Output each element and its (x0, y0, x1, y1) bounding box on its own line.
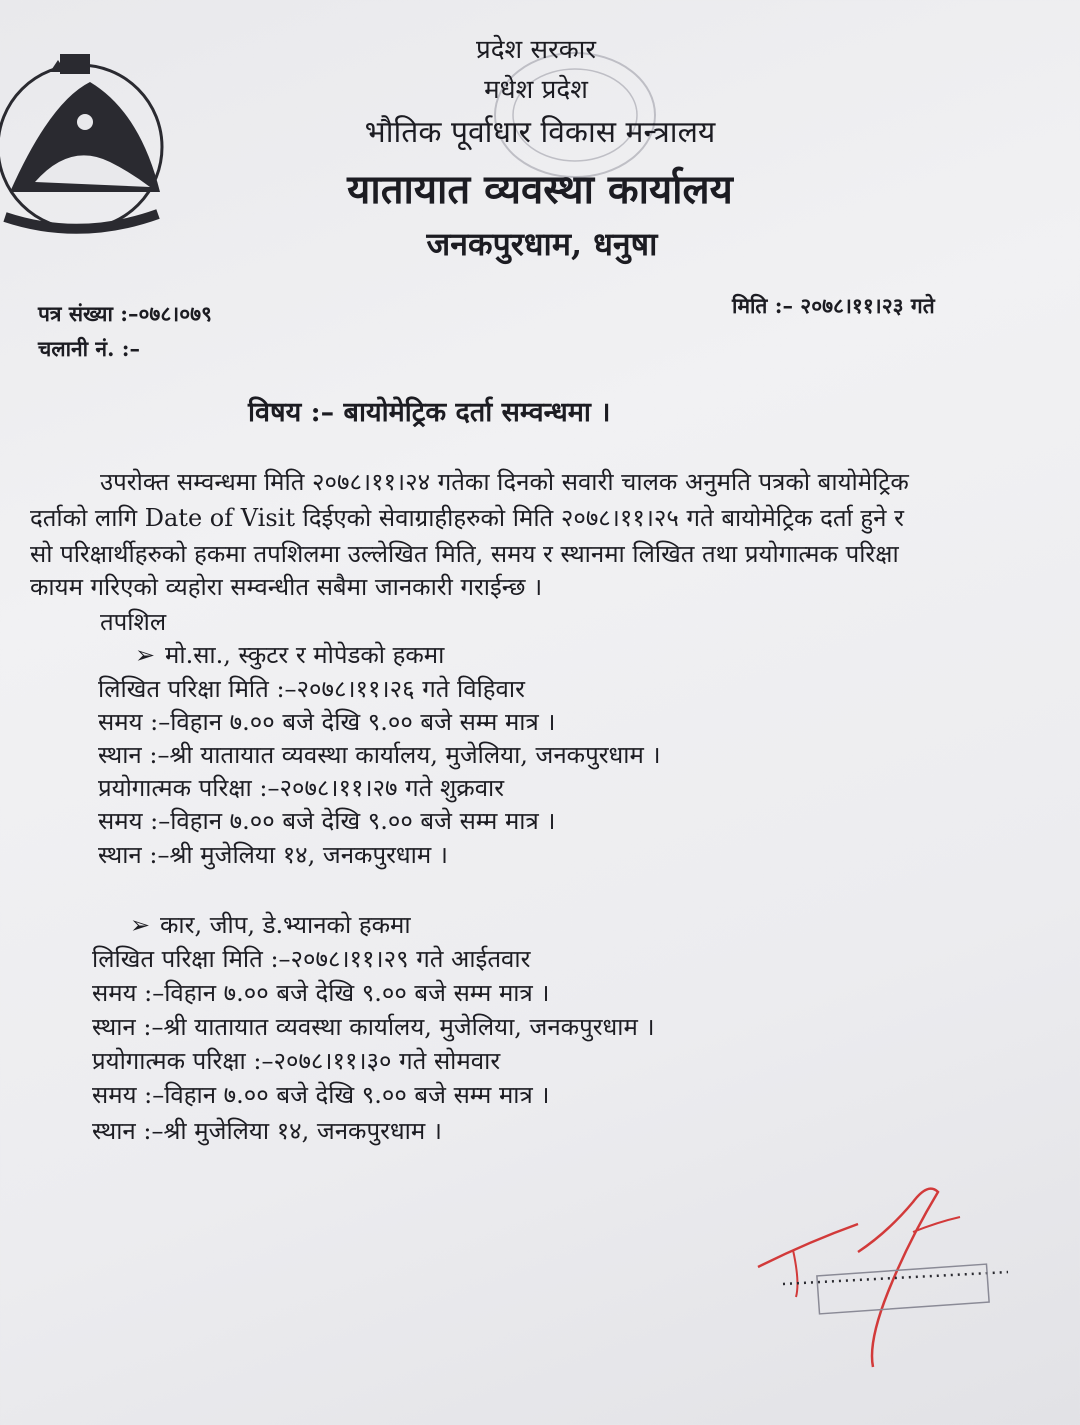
section-2-line-4: प्रयोगात्मक परिक्षा :–२०७८।११।३० गते सोमवार (92, 1047, 501, 1075)
section-1-line-6: स्थान :–श्री मुजेलिया १४, जनकपुरधाम । (98, 841, 448, 869)
header-line-2: मधेश प्रदेश (484, 75, 588, 105)
body-line-2: दर्ताको लागि Date of Visit दिईएको सेवाग्राहीहरुको मिति २०७८।११।२५ गते बायोमेट्रिक दर्ता हुने र (30, 504, 904, 532)
arrow-bullet-icon: ➢ (135, 641, 156, 669)
office-name: यातायात व्यवस्था कार्यालय (347, 166, 733, 213)
body-line-3: सो परिक्षार्थीहरुको हकमा तपशिलमा उल्लेखित मिति, समय र स्थानमा लिखित तथा प्रयोगात्मक परिक्षा (30, 540, 899, 568)
header-line-1: प्रदेश सरकार (475, 35, 597, 65)
section-1-line-3: स्थान :–श्री यातायात व्यवस्था कार्यालय, मुजेलिया, जनकपुरधाम । (98, 741, 661, 769)
section-1-line-2: समय :–विहान ७.०० बजे देखि ९.०० बजे सम्म मात्र । (98, 708, 556, 736)
section-1-line-5: समय :–विहान ७.०० बजे देखि ९.०० बजे सम्म मात्र । (98, 807, 556, 835)
section-1-heading (135, 638, 444, 671)
section-2-line-6: स्थान :–श्री मुजेलिया १४, जनकपुरधाम । (92, 1117, 442, 1145)
arrow-bullet-icon: ➢ (130, 911, 151, 939)
dispatch-number: चलानी नं. :– (38, 336, 140, 361)
signature-icon (738, 1172, 1018, 1392)
section-2-line-1: लिखित परिक्षा मिति :–२०७८।११।२९ गते आईतवार (92, 945, 531, 973)
letter-number: पत्र संख्या :–०७८।०७९ (38, 301, 212, 326)
letter-date: मिति :– २०७८।११।२३ गते (732, 293, 935, 318)
tapashil-label: तपशिल (100, 608, 167, 636)
office-location: जनकपुरधाम, धनुषा (426, 225, 658, 263)
body-line-4: कायम गरिएको व्यहोरा सम्वन्धीत सबैमा जानकारी गराईन्छ । (30, 573, 543, 601)
ministry-name: भौतिक पूर्वाधार विकास मन्त्रालय (364, 115, 716, 150)
section-2-heading-text: कार, जीप, डे.भ्यानको हकमा (160, 911, 411, 939)
section-1-line-1: लिखित परिक्षा मिति :–२०७८।११।२६ गते विहिवार (98, 675, 525, 703)
section-1-line-4: प्रयोगात्मक परिक्षा :–२०७८।११।२७ गते शुक्रवार (98, 774, 505, 802)
body-line-1: उपरोक्त सम्वन्धमा मिति २०७८।११।२४ गतेका दिनको सवारी चालक अनुमति पत्रको बायोमेट्रिक (100, 468, 909, 496)
section-2-line-5: समय :–विहान ७.०० बजे देखि ९.०० बजे सम्म मात्र । (92, 1081, 550, 1109)
section-2-heading (130, 908, 411, 941)
section-1-heading-text: मो.सा., स्कुटर र मोपेडको हकमा (165, 641, 445, 669)
subject-line: विषय :– बायोमेट्रिक दर्ता सम्वन्धमा । (248, 397, 611, 428)
section-2-line-3: स्थान :–श्री यातायात व्यवस्था कार्यालय, मुजेलिया, जनकपुरधाम । (92, 1013, 655, 1041)
section-2-line-2: समय :–विहान ७.०० बजे देखि ९.०० बजे सम्म मात्र । (92, 979, 550, 1007)
